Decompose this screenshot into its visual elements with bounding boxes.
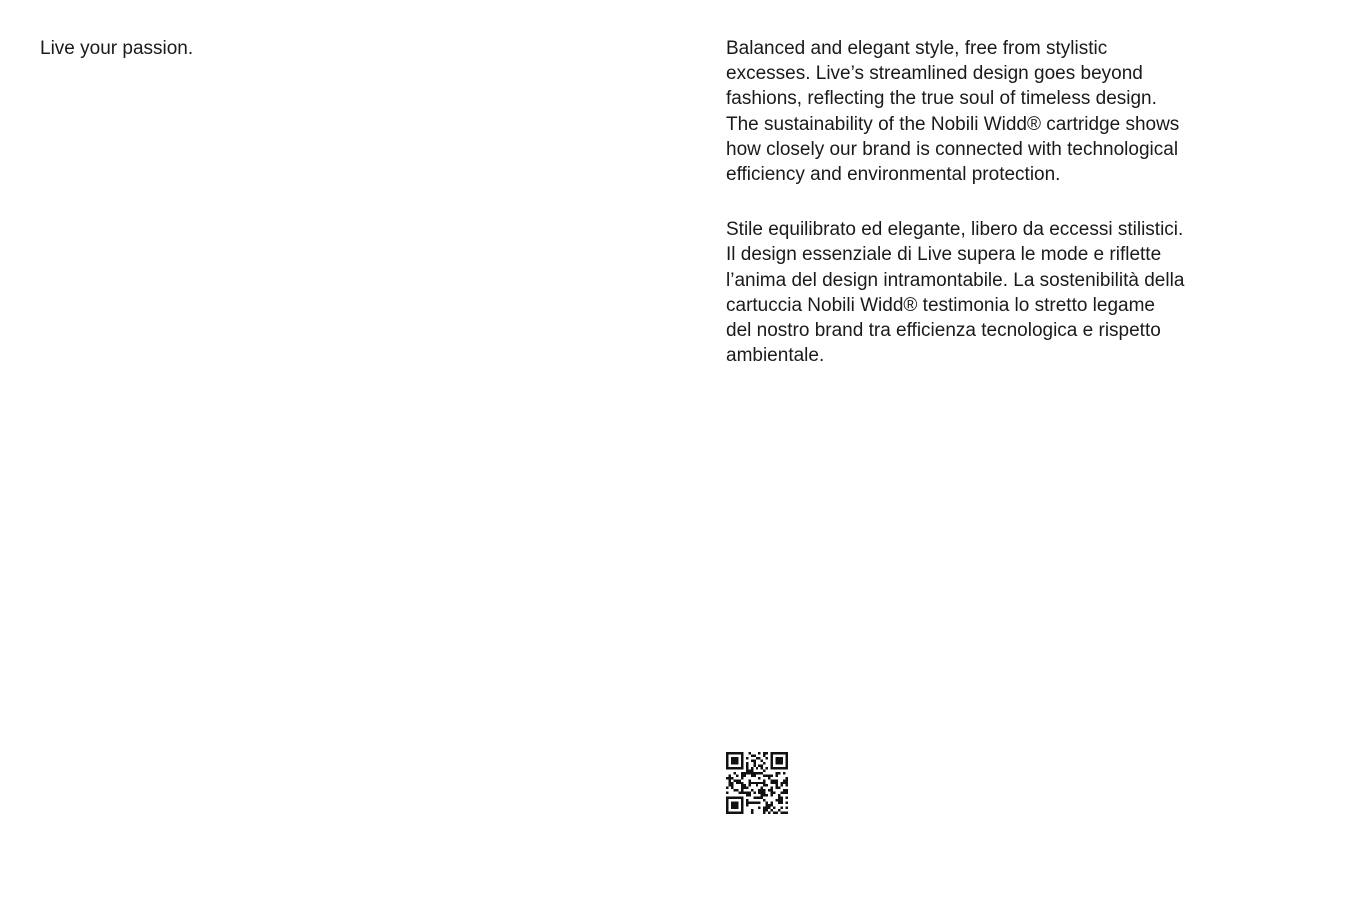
description-english: Balanced and elegant style, free from stylistic excesses. Live’s streamlined design goes beyond fashions, reflecting the true soul of timeless design. The sustainability of the Nobili Widd® cartridge shows how closely our brand is connected with technological efficiency and environmental protection. (726, 38, 1180, 186)
tagline: Live your passion. (40, 38, 194, 59)
qr-code-graphic (726, 752, 788, 814)
description-column (726, 36, 1226, 368)
description-italian: Stile equilibrato ed elegante, libero da eccessi stilistici. Il design essenziale di Live supera le mode e riflette l’anima del design intramontabile. La sostenibilità della cartuccia Nobili Widd® testimonia lo stretto legame del nostro brand tra efficienza tecnologica e rispetto ambientale. (726, 219, 1185, 367)
qr-code-icon[interactable] (726, 752, 788, 814)
